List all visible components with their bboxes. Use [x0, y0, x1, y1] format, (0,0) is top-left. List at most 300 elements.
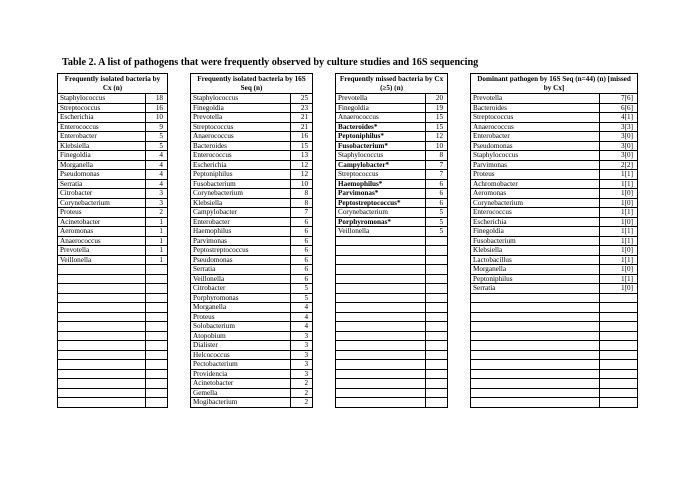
seq-count-cell: 2 [291, 379, 313, 389]
cx-name-cell [58, 303, 146, 313]
dominant-count-cell: 1[1] [600, 208, 638, 218]
seq-count-cell: 3 [291, 331, 313, 341]
dominant-name-cell [471, 331, 600, 341]
dominant-count-cell [600, 350, 638, 360]
seq-count-cell: 2 [291, 398, 313, 408]
dominant-count-cell: 1[1] [600, 236, 638, 246]
cx-name-cell: Enterobacter [58, 132, 146, 142]
missed-count-cell: 20 [426, 94, 448, 104]
missed-name-cell [336, 331, 426, 341]
missed-count-cell [426, 284, 448, 294]
seq-name-cell: Gemella [191, 388, 291, 398]
cx-count-cell [146, 274, 168, 284]
dominant-name-cell: Morganella [471, 265, 600, 275]
missed-count-cell: 19 [426, 103, 448, 113]
table-row [58, 360, 638, 370]
missed-count-cell: 15 [426, 122, 448, 132]
seq-name-cell: Klebsiella [191, 198, 291, 208]
missed-count-cell: 12 [426, 132, 448, 142]
cx-count-cell: 4 [146, 170, 168, 180]
table-row [58, 113, 638, 123]
seq-count-cell: 6 [291, 265, 313, 275]
missed-count-cell: 10 [426, 141, 448, 151]
dominant-count-cell: 1[1] [600, 227, 638, 237]
dominant-name-cell: Streptococcus [471, 113, 600, 123]
header-row [58, 74, 638, 94]
missed-count-cell [426, 312, 448, 322]
seq-count-cell: 12 [291, 170, 313, 180]
cx-count-cell: 4 [146, 179, 168, 189]
dominant-name-cell: Aeromonas [471, 189, 600, 199]
missed-count-cell: 6 [426, 198, 448, 208]
missed-count-cell [426, 341, 448, 351]
seq-name-cell: Enterobacter [191, 217, 291, 227]
seq-name-cell: Anaerococcus [191, 132, 291, 142]
cx-name-cell: Veillonella [58, 255, 146, 265]
missed-count-cell [426, 350, 448, 360]
dominant-count-cell: 3[0] [600, 151, 638, 161]
missed-name-cell [336, 246, 426, 256]
cx-name-cell [58, 350, 146, 360]
seq-count-cell: 21 [291, 122, 313, 132]
missed-name-cell: Staphylococcus [336, 151, 426, 161]
seq-count-cell: 6 [291, 217, 313, 227]
seq-name-cell: Peptostreptococcus [191, 246, 291, 256]
dominant-count-cell: 1[0] [600, 217, 638, 227]
cx-count-cell: 1 [146, 255, 168, 265]
header-missed: Frequently missed bacteria by Cx (≥5) (n) [336, 74, 448, 94]
cx-name-cell: Finegoldia [58, 151, 146, 161]
cx-name-cell [58, 360, 146, 370]
missed-name-cell: Fusobacterium* [336, 141, 426, 151]
dominant-count-cell: 2[2] [600, 160, 638, 170]
missed-count-cell [426, 274, 448, 284]
seq-count-cell: 6 [291, 255, 313, 265]
table-row [58, 255, 638, 265]
cx-count-cell [146, 369, 168, 379]
cx-count-cell: 16 [146, 103, 168, 113]
dominant-count-cell: 4[1] [600, 113, 638, 123]
seq-name-cell: Morganella [191, 303, 291, 313]
dominant-count-cell: 1[1] [600, 274, 638, 284]
seq-count-cell: 3 [291, 369, 313, 379]
missed-name-cell: Veillonella [336, 227, 426, 237]
missed-name-cell [336, 255, 426, 265]
seq-count-cell: 16 [291, 132, 313, 142]
dominant-name-cell: Peptoniphilus [471, 274, 600, 284]
cx-count-cell [146, 293, 168, 303]
missed-name-cell: Campylobacter* [336, 160, 426, 170]
missed-count-cell [426, 388, 448, 398]
seq-count-cell: 4 [291, 303, 313, 313]
dominant-name-cell: Fusobacterium [471, 236, 600, 246]
cx-count-cell [146, 331, 168, 341]
missed-count-cell [426, 265, 448, 275]
dominant-count-cell: 7[6] [600, 94, 638, 104]
cx-count-cell: 3 [146, 198, 168, 208]
dominant-name-cell [471, 398, 600, 408]
cx-name-cell: Morganella [58, 160, 146, 170]
missed-name-cell [336, 369, 426, 379]
table-row [58, 350, 638, 360]
cx-name-cell [58, 322, 146, 332]
table-row [58, 312, 638, 322]
table-row [58, 217, 638, 227]
missed-count-cell: 7 [426, 160, 448, 170]
cx-count-cell: 9 [146, 122, 168, 132]
table-row [58, 284, 638, 294]
seq-name-cell: Parvimonas [191, 236, 291, 246]
seq-name-cell: Finegoldia [191, 103, 291, 113]
cx-name-cell: Staphylococcus [58, 94, 146, 104]
table-row [58, 198, 638, 208]
seq-name-cell: Providencia [191, 369, 291, 379]
seq-count-cell: 15 [291, 141, 313, 151]
missed-name-cell [336, 388, 426, 398]
seq-name-cell: Pectobacterium [191, 360, 291, 370]
dominant-count-cell: 3[3] [600, 122, 638, 132]
cx-name-cell [58, 398, 146, 408]
seq-name-cell: Corynebacterium [191, 189, 291, 199]
dominant-name-cell [471, 293, 600, 303]
cx-name-cell [58, 312, 146, 322]
missed-name-cell: Peptoniphilus* [336, 132, 426, 142]
cx-count-cell: 4 [146, 160, 168, 170]
missed-count-cell: 8 [426, 151, 448, 161]
dominant-count-cell: 1[1] [600, 255, 638, 265]
seq-count-cell: 23 [291, 103, 313, 113]
table-row [58, 179, 638, 189]
missed-name-cell [336, 274, 426, 284]
missed-count-cell: 15 [426, 113, 448, 123]
cx-count-cell [146, 360, 168, 370]
seq-count-cell: 4 [291, 322, 313, 332]
table-row [58, 103, 638, 113]
missed-count-cell [426, 398, 448, 408]
table-row [58, 122, 638, 132]
cx-name-cell: Acinetobacter [58, 217, 146, 227]
header-cx: Frequently isolated bacteria by Cx (n) [58, 74, 168, 94]
missed-name-cell: Bacteroides* [336, 122, 426, 132]
dominant-name-cell [471, 388, 600, 398]
missed-count-cell: 6 [426, 189, 448, 199]
seq-name-cell: Helcococcus [191, 350, 291, 360]
missed-count-cell [426, 303, 448, 313]
dominant-name-cell [471, 322, 600, 332]
dominant-name-cell: Serratia [471, 284, 600, 294]
missed-name-cell [336, 265, 426, 275]
table-title: Table 2. A list of pathogens that were frequently observed by culture studies and 16S sequencing [62, 57, 479, 68]
dominant-name-cell: Finegoldia [471, 227, 600, 237]
missed-name-cell [336, 303, 426, 313]
cx-name-cell: Escherichia [58, 113, 146, 123]
dominant-count-cell: 1[0] [600, 189, 638, 199]
table-row [58, 303, 638, 313]
missed-name-cell: Peptostreptococcus* [336, 198, 426, 208]
cx-name-cell [58, 341, 146, 351]
cx-count-cell [146, 303, 168, 313]
dominant-count-cell [600, 360, 638, 370]
missed-name-cell [336, 293, 426, 303]
seq-count-cell: 6 [291, 227, 313, 237]
missed-name-cell [336, 284, 426, 294]
table-row [58, 246, 638, 256]
cx-name-cell: Pseudomonas [58, 170, 146, 180]
cx-count-cell: 2 [146, 208, 168, 218]
missed-name-cell: Porphyromonas* [336, 217, 426, 227]
dominant-count-cell: 1[0] [600, 265, 638, 275]
cx-name-cell [58, 331, 146, 341]
cx-name-cell: Serratia [58, 179, 146, 189]
seq-count-cell: 7 [291, 208, 313, 218]
missed-name-cell: Parvimonas* [336, 189, 426, 199]
seq-name-cell: Porphyromonas [191, 293, 291, 303]
cx-count-cell [146, 265, 168, 275]
missed-count-cell [426, 246, 448, 256]
dominant-name-cell [471, 360, 600, 370]
cx-name-cell: Enterococcus [58, 122, 146, 132]
seq-name-cell: Peptoniphilus [191, 170, 291, 180]
seq-count-cell: 12 [291, 160, 313, 170]
table-row [58, 208, 638, 218]
seq-count-cell: 4 [291, 312, 313, 322]
cx-count-cell: 1 [146, 227, 168, 237]
cx-name-cell [58, 265, 146, 275]
dominant-name-cell [471, 379, 600, 389]
seq-count-cell: 5 [291, 293, 313, 303]
seq-count-cell: 13 [291, 151, 313, 161]
seq-count-cell: 2 [291, 388, 313, 398]
dominant-name-cell [471, 341, 600, 351]
dominant-count-cell: 1[0] [600, 246, 638, 256]
seq-count-cell: 6 [291, 274, 313, 284]
cx-count-cell: 3 [146, 189, 168, 199]
missed-name-cell: Corynebacterium [336, 208, 426, 218]
cx-name-cell: Klebsiella [58, 141, 146, 151]
seq-name-cell: Streptococcus [191, 122, 291, 132]
pathogen-table [57, 73, 638, 408]
dominant-name-cell: Anaerococcus [471, 122, 600, 132]
missed-count-cell: 6 [426, 179, 448, 189]
missed-count-cell [426, 369, 448, 379]
dominant-count-cell [600, 312, 638, 322]
cx-count-cell: 5 [146, 141, 168, 151]
seq-count-cell: 6 [291, 236, 313, 246]
table-row [58, 160, 638, 170]
cx-count-cell [146, 322, 168, 332]
seq-name-cell: Staphylococcus [191, 94, 291, 104]
cx-count-cell [146, 398, 168, 408]
missed-count-cell: 7 [426, 170, 448, 180]
seq-count-cell: 8 [291, 189, 313, 199]
missed-count-cell [426, 360, 448, 370]
seq-name-cell: Enterococcus [191, 151, 291, 161]
seq-name-cell: Pseudomonas [191, 255, 291, 265]
missed-count-cell [426, 236, 448, 246]
dominant-name-cell: Proteus [471, 170, 600, 180]
cx-count-cell [146, 312, 168, 322]
dominant-count-cell [600, 331, 638, 341]
dominant-count-cell: 6[6] [600, 103, 638, 113]
seq-name-cell: Bacteroides [191, 141, 291, 151]
dominant-count-cell: 3[0] [600, 132, 638, 142]
seq-name-cell: Citrobacter [191, 284, 291, 294]
seq-count-cell: 3 [291, 350, 313, 360]
table-row [58, 227, 638, 237]
missed-name-cell [336, 341, 426, 351]
seq-count-cell: 8 [291, 198, 313, 208]
dominant-count-cell: 1[1] [600, 170, 638, 180]
missed-name-cell [336, 350, 426, 360]
dominant-name-cell: Prevotella [471, 94, 600, 104]
missed-count-cell: 5 [426, 227, 448, 237]
seq-name-cell: Escherichia [191, 160, 291, 170]
dominant-count-cell [600, 379, 638, 389]
dominant-count-cell: 1[0] [600, 284, 638, 294]
missed-name-cell: Anaerococcus [336, 113, 426, 123]
cx-name-cell: Streptococcus [58, 103, 146, 113]
missed-count-cell [426, 379, 448, 389]
seq-name-cell: Proteus [191, 312, 291, 322]
seq-name-cell: Fusobacterium [191, 179, 291, 189]
seq-name-cell: Serratia [191, 265, 291, 275]
seq-name-cell: Campylobacter [191, 208, 291, 218]
cx-name-cell: Aeromonas [58, 227, 146, 237]
missed-count-cell: 5 [426, 208, 448, 218]
missed-count-cell [426, 255, 448, 265]
cx-name-cell [58, 293, 146, 303]
cx-count-cell [146, 350, 168, 360]
dominant-name-cell: Enterococcus [471, 208, 600, 218]
dominant-count-cell [600, 388, 638, 398]
cx-count-cell [146, 379, 168, 389]
seq-name-cell: Prevotella [191, 113, 291, 123]
dominant-count-cell [600, 322, 638, 332]
seq-count-cell: 5 [291, 284, 313, 294]
seq-count-cell: 3 [291, 341, 313, 351]
missed-name-cell [336, 322, 426, 332]
seq-count-cell: 25 [291, 94, 313, 104]
table-row [58, 189, 638, 199]
cx-count-cell [146, 284, 168, 294]
seq-count-cell: 6 [291, 246, 313, 256]
cx-name-cell [58, 388, 146, 398]
cx-count-cell [146, 341, 168, 351]
table-row [58, 132, 638, 142]
dominant-count-cell: 3[0] [600, 141, 638, 151]
seq-count-cell: 3 [291, 360, 313, 370]
dominant-name-cell: Corynebacterium [471, 198, 600, 208]
table-row [58, 170, 638, 180]
table-row [58, 369, 638, 379]
cx-count-cell: 10 [146, 113, 168, 123]
cx-name-cell: Corynebacterium [58, 198, 146, 208]
cx-name-cell: Citrobacter [58, 189, 146, 199]
missed-name-cell [336, 398, 426, 408]
missed-name-cell: Streptococcus [336, 170, 426, 180]
table-row [58, 141, 638, 151]
table-row [58, 398, 638, 408]
dominant-name-cell: Parvimonas [471, 160, 600, 170]
seq-count-cell: 10 [291, 179, 313, 189]
seq-count-cell: 21 [291, 113, 313, 123]
cx-count-cell: 1 [146, 236, 168, 246]
dominant-count-cell [600, 293, 638, 303]
missed-name-cell [336, 379, 426, 389]
seq-name-cell: Dialister [191, 341, 291, 351]
cx-name-cell: Proteus [58, 208, 146, 218]
dominant-name-cell: Escherichia [471, 217, 600, 227]
missed-name-cell: Finegoldia [336, 103, 426, 113]
dominant-name-cell: Enterobacter [471, 132, 600, 142]
dominant-count-cell: 1[1] [600, 179, 638, 189]
missed-name-cell [336, 360, 426, 370]
dominant-name-cell: Staphylococcus [471, 151, 600, 161]
table-row [58, 331, 638, 341]
dominant-name-cell: Pseudomonas [471, 141, 600, 151]
cx-name-cell [58, 274, 146, 284]
cx-name-cell: Anaerococcus [58, 236, 146, 246]
cx-count-cell: 1 [146, 217, 168, 227]
seq-name-cell: Veillonella [191, 274, 291, 284]
missed-name-cell [336, 312, 426, 322]
cx-name-cell [58, 379, 146, 389]
dominant-name-cell [471, 350, 600, 360]
seq-name-cell: Haemophilus [191, 227, 291, 237]
table-row [58, 151, 638, 161]
missed-count-cell [426, 331, 448, 341]
cx-count-cell: 4 [146, 151, 168, 161]
dominant-name-cell: Lactobacillus [471, 255, 600, 265]
cx-count-cell: 5 [146, 132, 168, 142]
missed-name-cell: Prevotella [336, 94, 426, 104]
cx-count-cell [146, 388, 168, 398]
seq-name-cell: Atopobium [191, 331, 291, 341]
header-dominant: Dominant pathogen by 16S Seq (n=44) (n) [missed by Cx] [471, 74, 638, 94]
dominant-name-cell: Achromobacter [471, 179, 600, 189]
dominant-name-cell [471, 312, 600, 322]
cx-count-cell: 18 [146, 94, 168, 104]
dominant-name-cell: Bacteroides [471, 103, 600, 113]
table-row [58, 322, 638, 332]
missed-name-cell [336, 236, 426, 246]
table-row [58, 388, 638, 398]
table-row [58, 236, 638, 246]
table-row [58, 94, 638, 104]
table-row [58, 274, 638, 284]
cx-name-cell: Prevotella [58, 246, 146, 256]
dominant-count-cell [600, 341, 638, 351]
cx-count-cell: 1 [146, 246, 168, 256]
seq-name-cell: Acinetobacter [191, 379, 291, 389]
dominant-name-cell [471, 303, 600, 313]
seq-name-cell: Mogibacterium [191, 398, 291, 408]
missed-count-cell [426, 293, 448, 303]
seq-name-cell: Solobacterium [191, 322, 291, 332]
cx-name-cell [58, 369, 146, 379]
table-row [58, 293, 638, 303]
missed-count-cell: 5 [426, 217, 448, 227]
table-row [58, 265, 638, 275]
dominant-name-cell: Klebsiella [471, 246, 600, 256]
dominant-count-cell: 1[0] [600, 198, 638, 208]
dominant-count-cell [600, 369, 638, 379]
dominant-name-cell [471, 369, 600, 379]
missed-name-cell: Haemophilus* [336, 179, 426, 189]
dominant-count-cell [600, 398, 638, 408]
header-seq: Frequently isolated bacteria by 16S Seq (n) [191, 74, 313, 94]
dominant-count-cell [600, 303, 638, 313]
